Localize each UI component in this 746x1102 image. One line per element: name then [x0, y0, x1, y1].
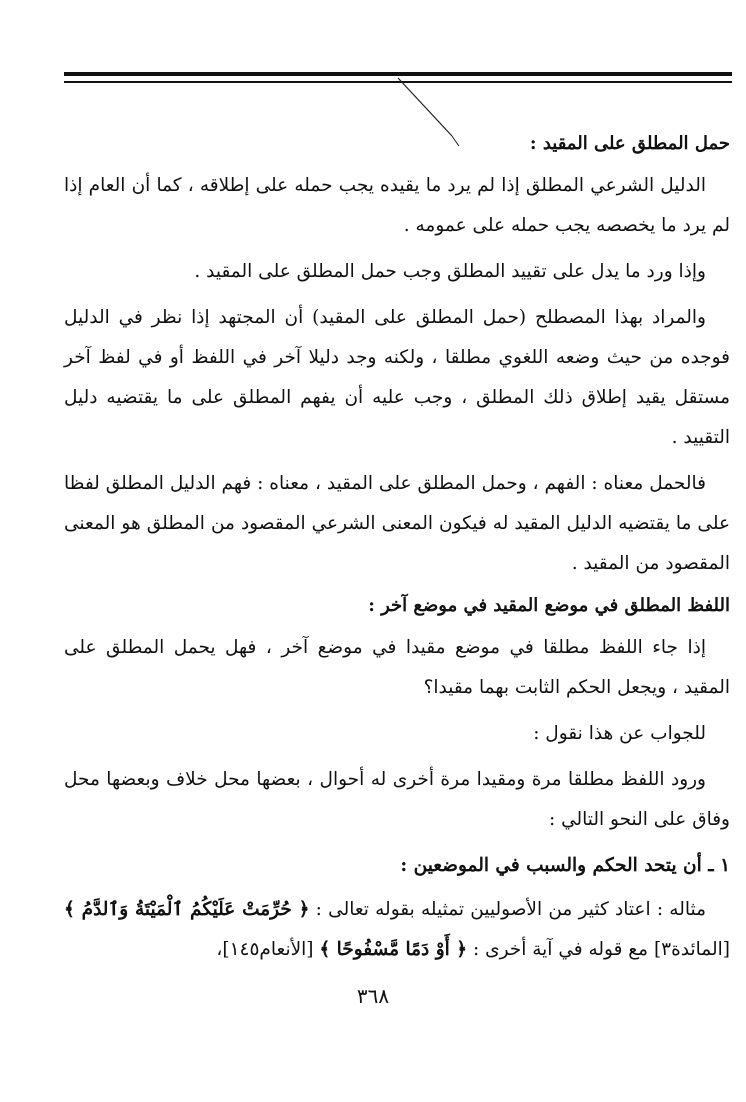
- page-body: [64, 128, 730, 976]
- page-number: ٣٦٨: [356, 984, 390, 1008]
- quran-verse: ﴿ أَوْ دَمًا مَّسْفُوحًا ﴾: [319, 939, 468, 960]
- example-paragraph: [64, 890, 730, 970]
- example-intro: مثاله : اعتاد كثير من الأصوليين تمثيله بقوله تعالى :: [309, 899, 706, 920]
- paragraph: الدليل الشرعي المطلق إذا لم يرد ما يقيده يجب حمله على إطلاقه ، كما أن العام إذا لم يرد ما يخصصه يجب حمله على عمومه .: [64, 175, 730, 236]
- header-rule-thin: [64, 81, 732, 83]
- verse-reference: [المائدة٣]: [648, 939, 730, 960]
- verse-reference: [الأنعام١٤٥]،: [216, 939, 320, 960]
- paragraph: ورود اللفظ مطلقا مرة ومقيدا مرة أخرى له أحوال ، بعضها محل خلاف وبعضها محل وفاق على النحو التالي :: [64, 769, 730, 830]
- quran-verse: ﴿ حُرِّمَتْ عَلَيْكُمُ ٱلْمَيْتَةُ وَٱلدَّمُ ﴾: [64, 899, 310, 920]
- numbered-item: ١ ـ أن يتحد الحكم والسبب في الموضعين :: [400, 855, 730, 876]
- paragraph: إذا جاء اللفظ مطلقا في موضع مقيدا في موضع آخر ، فهل يحمل المطلق على المقيد ، ويجعل الحكم الثابت بهما مقيدا؟: [64, 637, 730, 698]
- header-rule-thick: [64, 72, 732, 76]
- paragraph: وإذا ورد ما يدل على تقييد المطلق وجب حمل المطلق على المقيد .: [194, 261, 706, 282]
- paragraph: للجواب عن هذا نقول :: [533, 723, 706, 744]
- paragraph: والمراد بهذا المصطلح (حمل المطلق على المقيد) أن المجتهد إذا نظر في الدليل فوجده من حيث وضعه اللغوي مطلقا ، ولكنه وجد دليلا آخر في اللفظ أو في لفظ آخر مستقل يقيد إطلاق ذلك المطلق ، وجب عليه أن يفهم المطلق على ما يقتضيه دليل التقييد .: [64, 307, 730, 448]
- paragraph: فالحمل معناه : الفهم ، وحمل المطلق على المقيد ، معناه : فهم الدليل المطلق لفظا على ما يقتضيه الدليل المقيد له فيكون المعنى الشرعي المقصود من المطلق هو المعنى المقصود من المقيد .: [64, 473, 730, 574]
- section-heading-absolute-and-restricted-places: اللفظ المطلق في موضع المقيد في موضع آخر :: [368, 595, 730, 616]
- section-heading-absolute-on-restricted: حمل المطلق على المقيد :: [529, 133, 730, 154]
- example-middle: مع قوله في آية أخرى :: [467, 939, 649, 960]
